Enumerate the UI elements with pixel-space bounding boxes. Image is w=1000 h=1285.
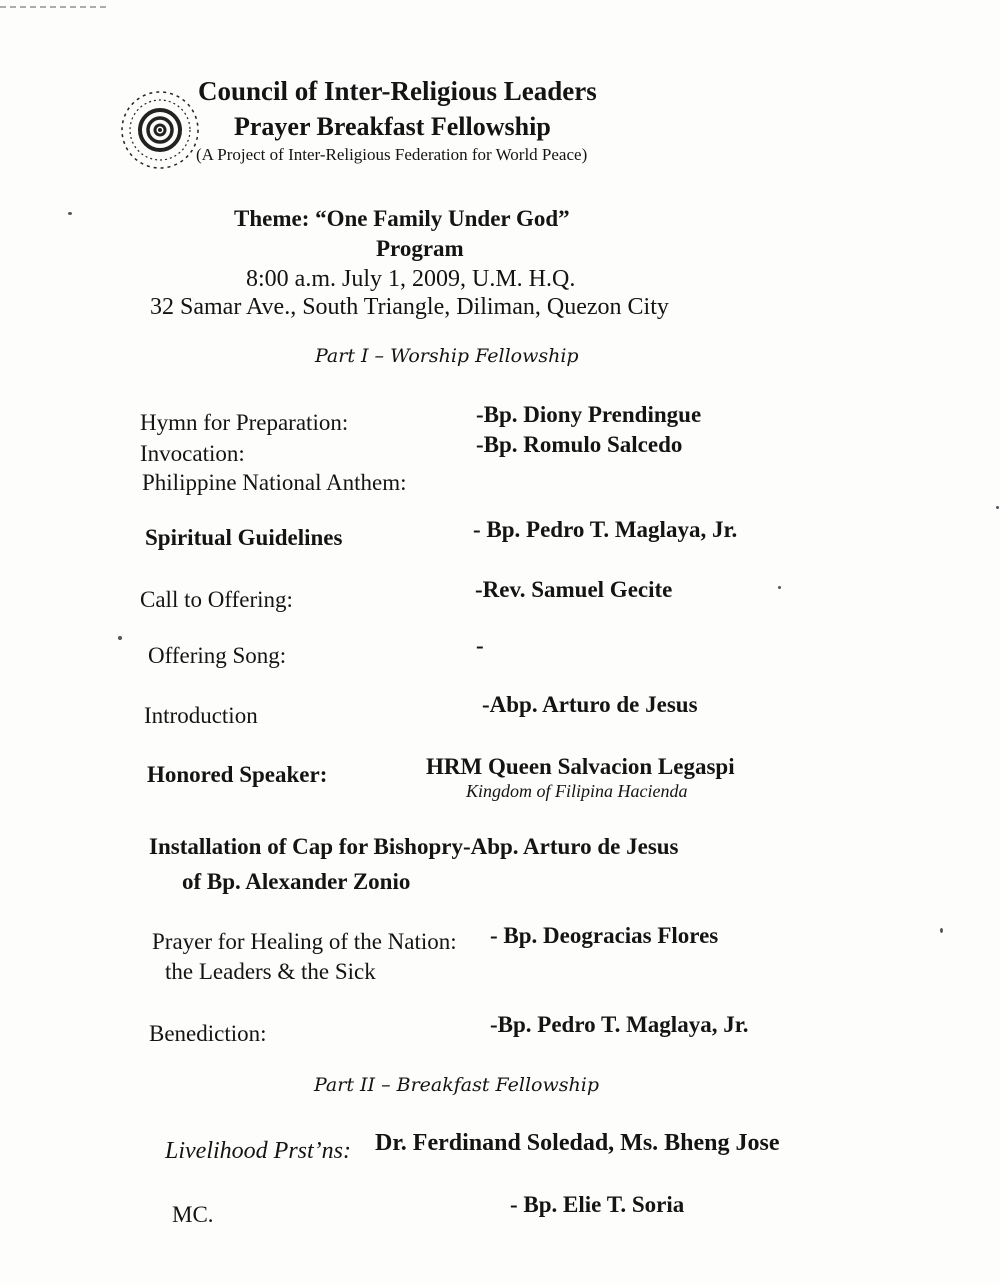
benediction-person: -Bp. Pedro T. Maglaya, Jr. bbox=[490, 1012, 749, 1037]
introduction-label: Introduction bbox=[144, 703, 258, 728]
offering-call-label: Call to Offering: bbox=[140, 587, 293, 612]
guidelines-person: - Bp. Pedro T. Maglaya, Jr. bbox=[473, 517, 738, 542]
part2-heading: Part II – Breakfast Fellowship bbox=[314, 1074, 599, 1096]
scan-speck bbox=[778, 586, 781, 589]
installation-line2: of Bp. Alexander Zonio bbox=[182, 869, 411, 894]
theme: Theme: “One Family Under God” bbox=[234, 206, 570, 231]
guidelines-label: Spiritual Guidelines bbox=[145, 525, 343, 550]
event-datetime: 8:00 a.m. July 1, 2009, U.M. H.Q. bbox=[246, 266, 576, 292]
speaker-label: Honored Speaker: bbox=[147, 762, 328, 787]
scan-speck bbox=[996, 506, 999, 509]
scan-speck bbox=[940, 928, 943, 933]
healing-label: Prayer for Healing of the Nation: bbox=[152, 929, 457, 954]
hymn-person: -Bp. Diony Prendingue bbox=[476, 402, 702, 427]
livelihood-people: Dr. Ferdinand Soledad, Ms. Bheng Jose bbox=[375, 1130, 780, 1156]
livelihood-label: Livelihood Prst’ns: bbox=[165, 1138, 351, 1164]
mc-person: - Bp. Elie T. Soria bbox=[510, 1192, 685, 1217]
anthem-label: Philippine National Anthem: bbox=[142, 470, 407, 495]
council-seal-icon bbox=[112, 80, 208, 180]
healing-person: - Bp. Deogracias Flores bbox=[490, 923, 719, 948]
healing-line2: the Leaders & the Sick bbox=[165, 959, 376, 984]
scan-speck bbox=[68, 212, 72, 215]
scan-mark bbox=[0, 6, 110, 8]
speaker-title: Kingdom of Filipina Hacienda bbox=[466, 781, 688, 801]
offering-call-person: -Rev. Samuel Gecite bbox=[475, 577, 673, 602]
offering-song-person: - bbox=[476, 633, 484, 658]
fellowship-title: Prayer Breakfast Fellowship bbox=[234, 112, 551, 141]
program-label: Program bbox=[376, 236, 464, 261]
scan-speck bbox=[118, 636, 122, 640]
benediction-label: Benediction: bbox=[149, 1021, 267, 1046]
part1-heading: Part I – Worship Fellowship bbox=[315, 345, 579, 367]
installation-line1: Installation of Cap for Bishopry-Abp. Arturo de Jesus bbox=[149, 834, 679, 859]
speaker-person: HRM Queen Salvacion Legaspi bbox=[426, 754, 735, 779]
introduction-person: -Abp. Arturo de Jesus bbox=[482, 692, 698, 717]
hymn-label: Hymn for Preparation: bbox=[140, 410, 349, 435]
invocation-person: -Bp. Romulo Salcedo bbox=[476, 432, 683, 457]
offering-song-label: Offering Song: bbox=[148, 643, 287, 668]
mc-label: MC. bbox=[172, 1202, 214, 1227]
invocation-label: Invocation: bbox=[140, 441, 245, 466]
project-note: (A Project of Inter-Religious Federation for World Peace) bbox=[196, 145, 588, 164]
org-name: Council of Inter-Religious Leaders bbox=[198, 76, 597, 106]
event-address: 32 Samar Ave., South Triangle, Diliman, Quezon City bbox=[150, 294, 669, 320]
